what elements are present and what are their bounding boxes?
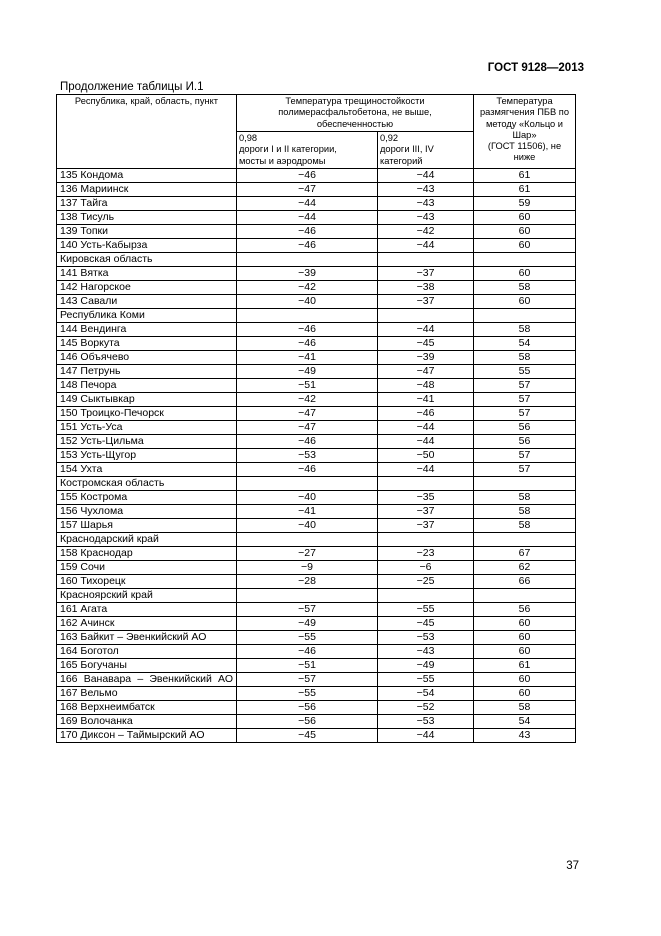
cell-softening: 60: [474, 673, 576, 687]
cell-location: 165 Богучаны: [57, 659, 237, 673]
cell-softening: 57: [474, 449, 576, 463]
cell-temp-098: −46: [237, 645, 378, 659]
cell-location: 168 Верхнеимбатск: [57, 701, 237, 715]
table-row: [57, 547, 576, 561]
col-header-location: Республика, край, область, пункт: [57, 95, 237, 169]
cell-temp-092: [378, 309, 474, 323]
cell-temp-092: −43: [378, 197, 474, 211]
cell-location: 159 Сочи: [57, 561, 237, 575]
cell-softening: 58: [474, 505, 576, 519]
cell-location: 156 Чухлома: [57, 505, 237, 519]
cell-location: 136 Мариинск: [57, 183, 237, 197]
cell-location: 163 Байкит – Эвенкийский АО: [57, 631, 237, 645]
cell-location: 135 Кондома: [57, 169, 237, 183]
cell-temp-092: −44: [378, 435, 474, 449]
cell-temp-092: −44: [378, 421, 474, 435]
cell-softening: 67: [474, 547, 576, 561]
cell-temp-098: [237, 589, 378, 603]
cell-temp-098: −40: [237, 295, 378, 309]
cell-softening: [474, 309, 576, 323]
cell-temp-098: −46: [237, 323, 378, 337]
cell-location: 140 Усть-Кабырза: [57, 239, 237, 253]
cell-temp-092: −43: [378, 645, 474, 659]
cell-location: 141 Вятка: [57, 267, 237, 281]
cell-location: 162 Ачинск: [57, 617, 237, 631]
cell-softening: 61: [474, 169, 576, 183]
cell-softening: [474, 589, 576, 603]
cell-temp-098: [237, 533, 378, 547]
cell-temp-092: −39: [378, 351, 474, 365]
cell-location: Кировская область: [57, 253, 237, 267]
col-header-092: 0,92 дороги III, IV категорий: [378, 132, 474, 169]
cell-softening: 58: [474, 519, 576, 533]
cell-softening: [474, 253, 576, 267]
cell-softening: 61: [474, 183, 576, 197]
cell-location: Краснодарский край: [57, 533, 237, 547]
cell-location: 145 Воркута: [57, 337, 237, 351]
cell-temp-098: −44: [237, 197, 378, 211]
cell-temp-092: −42: [378, 225, 474, 239]
cell-temp-098: −41: [237, 505, 378, 519]
cell-temp-098: −49: [237, 617, 378, 631]
cell-softening: 57: [474, 379, 576, 393]
table-row: [57, 407, 576, 421]
cell-temp-098: −55: [237, 631, 378, 645]
table-row: [57, 715, 576, 729]
cell-temp-098: −46: [237, 225, 378, 239]
table-row: [57, 561, 576, 575]
cell-softening: 60: [474, 211, 576, 225]
cell-temp-098: −27: [237, 547, 378, 561]
cell-softening: 60: [474, 295, 576, 309]
cell-temp-098: −47: [237, 421, 378, 435]
table-row: [57, 673, 576, 687]
cell-location: 167 Вельмо: [57, 687, 237, 701]
cell-location: 170 Диксон – Таймырский АО: [57, 729, 237, 743]
table-row: [57, 659, 576, 673]
table-row: [57, 645, 576, 659]
cell-temp-092: −38: [378, 281, 474, 295]
cell-temp-098: [237, 309, 378, 323]
cell-temp-098: −9: [237, 561, 378, 575]
cell-temp-092: −50: [378, 449, 474, 463]
col-header-crack-temp: Температура трещиностойкости полимерасфальтобетона, не выше, обеспеченностью: [237, 95, 474, 132]
cell-temp-098: −28: [237, 575, 378, 589]
table-row: [57, 631, 576, 645]
table-row: [57, 253, 576, 267]
table-row: [57, 477, 576, 491]
cell-temp-098: [237, 477, 378, 491]
cell-softening: 58: [474, 323, 576, 337]
cell-location: 160 Тихорецк: [57, 575, 237, 589]
cell-temp-092: −53: [378, 715, 474, 729]
table-row: [57, 617, 576, 631]
cell-temp-092: −23: [378, 547, 474, 561]
cell-softening: 59: [474, 197, 576, 211]
cell-temp-098: −47: [237, 407, 378, 421]
cell-temp-098: −56: [237, 715, 378, 729]
cell-location: 155 Кострома: [57, 491, 237, 505]
cell-softening: 56: [474, 421, 576, 435]
cell-location: 161 Агата: [57, 603, 237, 617]
cell-temp-092: −37: [378, 505, 474, 519]
col-header-098: 0,98 дороги I и II категории, мосты и аэродромы: [237, 132, 378, 169]
table-row: [57, 533, 576, 547]
cell-temp-092: −55: [378, 673, 474, 687]
cell-temp-092: −37: [378, 267, 474, 281]
cell-temp-092: −47: [378, 365, 474, 379]
cell-softening: 60: [474, 631, 576, 645]
table-row: [57, 211, 576, 225]
cell-temp-092: −44: [378, 169, 474, 183]
cell-softening: 62: [474, 561, 576, 575]
cell-softening: 56: [474, 603, 576, 617]
cell-temp-092: −45: [378, 617, 474, 631]
table-row: [57, 435, 576, 449]
cell-temp-098: −56: [237, 701, 378, 715]
cell-location: 154 Ухта: [57, 463, 237, 477]
cell-temp-092: −53: [378, 631, 474, 645]
table-row: [57, 197, 576, 211]
cell-softening: 60: [474, 645, 576, 659]
table-row: [57, 687, 576, 701]
cell-location: 139 Топки: [57, 225, 237, 239]
table-row: [57, 225, 576, 239]
cell-temp-092: −6: [378, 561, 474, 575]
cell-location: 166 Ванавара – Эвенкийский АО: [57, 673, 237, 687]
cell-temp-092: −41: [378, 393, 474, 407]
cell-temp-092: −43: [378, 183, 474, 197]
cell-temp-092: −43: [378, 211, 474, 225]
cell-location: 149 Сыктывкар: [57, 393, 237, 407]
cell-temp-092: −48: [378, 379, 474, 393]
cell-temp-098: −57: [237, 673, 378, 687]
cell-temp-098: −40: [237, 491, 378, 505]
cell-softening: 58: [474, 701, 576, 715]
cell-softening: 58: [474, 351, 576, 365]
table-row: [57, 183, 576, 197]
table-row: [57, 379, 576, 393]
table-row: [57, 337, 576, 351]
cell-location: Красноярский край: [57, 589, 237, 603]
cell-temp-092: −44: [378, 463, 474, 477]
cell-temp-092: −44: [378, 239, 474, 253]
table-row: [57, 729, 576, 743]
cell-location: 169 Волочанка: [57, 715, 237, 729]
cell-temp-092: −46: [378, 407, 474, 421]
table-row: [57, 239, 576, 253]
cell-temp-098: −46: [237, 463, 378, 477]
cell-temp-098: −42: [237, 281, 378, 295]
cell-location: 144 Вендинга: [57, 323, 237, 337]
table-row: [57, 505, 576, 519]
table-row: [57, 323, 576, 337]
cell-softening: 43: [474, 729, 576, 743]
cell-softening: 60: [474, 239, 576, 253]
table-row: [57, 267, 576, 281]
table-row: [57, 421, 576, 435]
table-row: [57, 603, 576, 617]
col-header-softening-temp: Температура размягчения ПБВ по методу «Кольцо и Шар» (ГОСТ 11506), не ниже: [474, 95, 576, 169]
cell-temp-098: −51: [237, 659, 378, 673]
cell-softening: 54: [474, 715, 576, 729]
table-row: [57, 309, 576, 323]
cell-location: 148 Печора: [57, 379, 237, 393]
cell-temp-098: −46: [237, 169, 378, 183]
cell-location: 158 Краснодар: [57, 547, 237, 561]
cell-temp-092: −25: [378, 575, 474, 589]
cell-softening: 61: [474, 659, 576, 673]
table-row: [57, 519, 576, 533]
cell-softening: 57: [474, 463, 576, 477]
cell-temp-092: [378, 533, 474, 547]
page-number: 37: [566, 860, 579, 872]
cell-temp-092: [378, 253, 474, 267]
cell-location: 142 Нагорское: [57, 281, 237, 295]
table-row: [57, 351, 576, 365]
cell-location: 151 Усть-Уса: [57, 421, 237, 435]
cell-temp-098: −55: [237, 687, 378, 701]
table-row: [57, 449, 576, 463]
table-row: [57, 463, 576, 477]
cell-location: 157 Шарья: [57, 519, 237, 533]
cell-location: 138 Тисуль: [57, 211, 237, 225]
cell-location: Республика Коми: [57, 309, 237, 323]
cell-softening: [474, 533, 576, 547]
cell-temp-092: −37: [378, 295, 474, 309]
cell-temp-098: −46: [237, 337, 378, 351]
cell-softening: 66: [474, 575, 576, 589]
cell-location: 143 Савали: [57, 295, 237, 309]
cell-temp-098: −39: [237, 267, 378, 281]
cell-softening: 55: [474, 365, 576, 379]
cell-temp-092: −44: [378, 323, 474, 337]
cell-location: 146 Объячево: [57, 351, 237, 365]
climate-table: [56, 94, 576, 743]
cell-temp-092: [378, 477, 474, 491]
cell-temp-092: −49: [378, 659, 474, 673]
cell-temp-092: [378, 589, 474, 603]
cell-location: 152 Усть-Цильма: [57, 435, 237, 449]
cell-location: Костромская область: [57, 477, 237, 491]
cell-temp-098: −49: [237, 365, 378, 379]
table-caption: Продолжение таблицы И.1: [60, 81, 204, 93]
table-row: [57, 589, 576, 603]
cell-temp-092: −45: [378, 337, 474, 351]
document-code: ГОСТ 9128—2013: [487, 62, 584, 74]
cell-softening: [474, 477, 576, 491]
cell-temp-092: −54: [378, 687, 474, 701]
cell-location: 150 Троицко-Печорск: [57, 407, 237, 421]
cell-temp-098: −53: [237, 449, 378, 463]
cell-temp-098: −57: [237, 603, 378, 617]
cell-softening: 57: [474, 393, 576, 407]
table-row: [57, 575, 576, 589]
table-row: [57, 295, 576, 309]
table-row: [57, 491, 576, 505]
cell-temp-098: −46: [237, 239, 378, 253]
cell-temp-098: −41: [237, 351, 378, 365]
table-row: [57, 169, 576, 183]
cell-temp-098: −46: [237, 435, 378, 449]
cell-softening: 58: [474, 491, 576, 505]
cell-location: 147 Петрунь: [57, 365, 237, 379]
cell-softening: 56: [474, 435, 576, 449]
cell-softening: 60: [474, 617, 576, 631]
table-row: [57, 393, 576, 407]
cell-location: 164 Боготол: [57, 645, 237, 659]
cell-temp-098: −42: [237, 393, 378, 407]
cell-temp-098: [237, 253, 378, 267]
cell-softening: 60: [474, 687, 576, 701]
cell-temp-092: −44: [378, 729, 474, 743]
cell-temp-098: −47: [237, 183, 378, 197]
cell-temp-098: −51: [237, 379, 378, 393]
cell-softening: 60: [474, 225, 576, 239]
cell-softening: 54: [474, 337, 576, 351]
cell-temp-098: −44: [237, 211, 378, 225]
cell-temp-092: −37: [378, 519, 474, 533]
table-row: [57, 701, 576, 715]
cell-softening: 58: [474, 281, 576, 295]
table-row: [57, 281, 576, 295]
cell-temp-092: −55: [378, 603, 474, 617]
cell-softening: 57: [474, 407, 576, 421]
cell-temp-098: −40: [237, 519, 378, 533]
table-row: [57, 365, 576, 379]
cell-softening: 60: [474, 267, 576, 281]
cell-temp-092: −35: [378, 491, 474, 505]
cell-location: 153 Усть-Щугор: [57, 449, 237, 463]
cell-temp-098: −45: [237, 729, 378, 743]
cell-temp-092: −52: [378, 701, 474, 715]
cell-location: 137 Тайга: [57, 197, 237, 211]
table-body: [57, 169, 576, 743]
